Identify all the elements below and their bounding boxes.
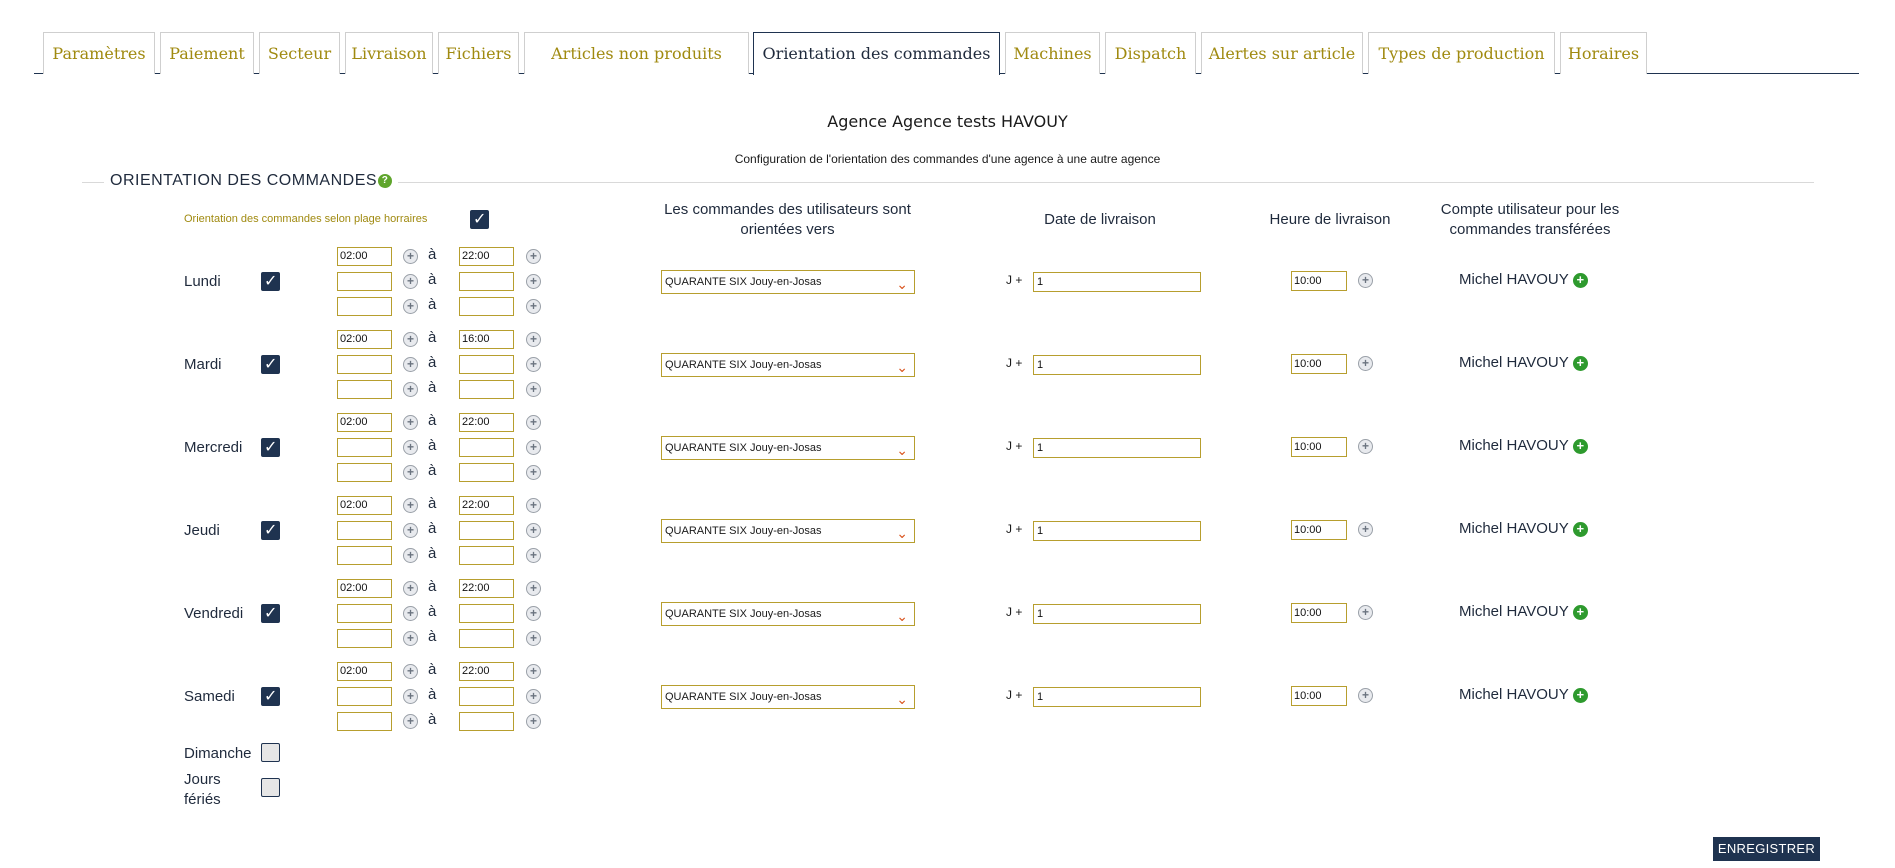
slot-start-input[interactable]: 02:00 — [337, 413, 392, 432]
slot-end-input[interactable] — [459, 546, 514, 565]
day-label-jours-feries: Jours fériés — [184, 771, 221, 808]
slot-end-input[interactable] — [459, 297, 514, 316]
day-label-dimanche: Dimanche — [184, 745, 252, 762]
plus-circle-icon[interactable]: + — [526, 631, 541, 646]
question-circle-icon[interactable]: ? — [378, 174, 392, 188]
plus-circle-icon[interactable]: + — [403, 548, 418, 563]
slot-start-input[interactable] — [337, 687, 392, 706]
tab-secteur[interactable]: Secteur — [259, 32, 340, 74]
plus-circle-icon[interactable]: + — [1358, 688, 1373, 703]
slot-start-input[interactable] — [337, 604, 392, 623]
slot-start-input[interactable] — [337, 521, 392, 540]
destination-select[interactable] — [661, 685, 915, 709]
add-user-icon[interactable]: + — [1573, 439, 1588, 454]
delivery-hour-input[interactable]: 10:00 — [1291, 603, 1347, 623]
add-user-icon[interactable]: + — [1573, 356, 1588, 371]
tab-paiement[interactable]: Paiement — [160, 32, 254, 74]
delivery-days-input[interactable]: 1 — [1033, 521, 1201, 541]
day-label-samedi: Samedi — [184, 688, 235, 705]
a-separator: à — [428, 462, 437, 479]
a-separator: à — [428, 661, 437, 678]
a-separator: à — [428, 379, 437, 396]
section-title — [104, 172, 398, 190]
destination-select[interactable] — [661, 270, 915, 294]
plus-circle-icon[interactable]: + — [526, 606, 541, 621]
a-separator: à — [428, 296, 437, 313]
tab-parametres[interactable]: Paramètres — [43, 32, 155, 74]
a-separator: à — [428, 520, 437, 537]
plus-circle-icon[interactable]: + — [526, 498, 541, 513]
a-separator: à — [428, 412, 437, 429]
user-account — [1459, 271, 1588, 288]
day-checkbox-mardi[interactable] — [261, 355, 280, 374]
destination-value: QUARANTE SIX Jouy-en-Josas — [665, 276, 822, 288]
add-user-icon[interactable]: + — [1573, 688, 1588, 703]
slot-end-input[interactable] — [459, 355, 514, 374]
day-checkbox-jeudi[interactable] — [261, 521, 280, 540]
plus-circle-icon[interactable]: + — [403, 299, 418, 314]
plus-circle-icon[interactable]: + — [403, 523, 418, 538]
plus-circle-icon[interactable]: + — [403, 689, 418, 704]
destination-value: QUARANTE SIX Jouy-en-Josas — [665, 691, 822, 703]
delivery-hour-input[interactable]: 10:00 — [1291, 520, 1347, 540]
user-account — [1459, 520, 1588, 537]
plus-circle-icon[interactable]: + — [526, 581, 541, 596]
chevron-down-icon: ⌄ — [896, 608, 908, 624]
chevron-down-icon: ⌄ — [896, 359, 908, 375]
slot-end-input[interactable]: 22:00 — [459, 579, 514, 598]
delivery-hour-input[interactable]: 10:00 — [1291, 686, 1347, 706]
destination-select[interactable] — [661, 519, 915, 543]
j-plus-label: J + — [1006, 688, 1023, 702]
plus-circle-icon[interactable]: + — [403, 382, 418, 397]
plus-circle-icon[interactable]: + — [526, 249, 541, 264]
chevron-down-icon: ⌄ — [896, 442, 908, 458]
slot-end-input[interactable]: 16:00 — [459, 330, 514, 349]
slot-start-input[interactable] — [337, 380, 392, 399]
day-checkbox-jours-feries[interactable] — [261, 778, 280, 797]
slot-end-input[interactable] — [459, 629, 514, 648]
delivery-days-input[interactable]: 1 — [1033, 604, 1201, 624]
plus-circle-icon[interactable]: + — [403, 631, 418, 646]
plus-circle-icon[interactable]: + — [1358, 605, 1373, 620]
day-checkbox-lundi[interactable] — [261, 272, 280, 291]
plus-circle-icon[interactable]: + — [526, 523, 541, 538]
a-separator: à — [428, 354, 437, 371]
plus-circle-icon[interactable]: + — [526, 357, 541, 372]
a-separator: à — [428, 686, 437, 703]
header-delivery-date: Date de livraison — [1044, 211, 1156, 228]
plus-circle-icon[interactable]: + — [526, 274, 541, 289]
destination-value: QUARANTE SIX Jouy-en-Josas — [665, 525, 822, 537]
user-account — [1459, 354, 1588, 371]
agency-subtitle: Configuration de l'orientation des commandes d'une agence à une autre agence — [734, 152, 1161, 166]
plus-circle-icon[interactable]: + — [403, 249, 418, 264]
plus-circle-icon[interactable]: + — [403, 606, 418, 621]
header-delivery-hour: Heure de livraison — [1269, 211, 1391, 228]
j-plus-label: J + — [1006, 522, 1023, 536]
plus-circle-icon[interactable]: + — [1358, 273, 1373, 288]
day-checkbox-mercredi[interactable] — [261, 438, 280, 457]
slot-start-input[interactable] — [337, 712, 392, 731]
plus-circle-icon[interactable]: + — [403, 714, 418, 729]
tab-horaires[interactable]: Horaires — [1560, 32, 1647, 74]
tab-alertes-sur-article[interactable]: Alertes sur article — [1201, 32, 1363, 74]
slot-end-input[interactable]: 22:00 — [459, 247, 514, 266]
plus-circle-icon[interactable]: + — [526, 664, 541, 679]
user-account-name: Michel HAVOUY — [1459, 271, 1569, 288]
a-separator: à — [428, 578, 437, 595]
slot-start-input[interactable] — [337, 438, 392, 457]
a-separator: à — [428, 437, 437, 454]
user-account-name: Michel HAVOUY — [1459, 520, 1569, 537]
add-user-icon[interactable]: + — [1573, 605, 1588, 620]
delivery-days-input[interactable]: 1 — [1033, 438, 1201, 458]
slot-start-input[interactable] — [337, 272, 392, 291]
j-plus-label: J + — [1006, 273, 1023, 287]
tab-articles-non-produits[interactable]: Articles non produits — [524, 32, 749, 74]
slot-end-input[interactable]: 22:00 — [459, 662, 514, 681]
slot-end-input[interactable]: 22:00 — [459, 413, 514, 432]
day-label-jeudi: Jeudi — [184, 522, 220, 539]
chevron-down-icon: ⌄ — [896, 525, 908, 541]
delivery-days-input[interactable]: 1 — [1033, 687, 1201, 707]
slot-end-input[interactable] — [459, 712, 514, 731]
j-plus-label: J + — [1006, 605, 1023, 619]
slot-start-input[interactable] — [337, 629, 392, 648]
tab-bar — [34, 32, 1859, 74]
day-label-lundi: Lundi — [184, 273, 221, 290]
delivery-hour-input[interactable]: 10:00 — [1291, 271, 1347, 291]
destination-select[interactable] — [661, 436, 915, 460]
delivery-hour-input[interactable]: 10:00 — [1291, 354, 1347, 374]
save-button[interactable]: ENREGISTRER — [1713, 837, 1820, 861]
user-account — [1459, 603, 1588, 620]
slot-end-input[interactable] — [459, 272, 514, 291]
slot-end-input[interactable] — [459, 463, 514, 482]
a-separator: à — [428, 603, 437, 620]
slot-start-input[interactable] — [337, 463, 392, 482]
plus-circle-icon[interactable]: + — [403, 498, 418, 513]
plus-circle-icon[interactable]: + — [526, 332, 541, 347]
slot-start-input[interactable]: 02:00 — [337, 662, 392, 681]
plus-circle-icon[interactable]: + — [526, 440, 541, 455]
a-separator: à — [428, 329, 437, 346]
plus-circle-icon[interactable]: + — [526, 714, 541, 729]
a-separator: à — [428, 271, 437, 288]
option-label: Orientation des commandes selon plage horraires — [184, 213, 428, 225]
a-separator: à — [428, 545, 437, 562]
a-separator: à — [428, 711, 437, 728]
slot-start-input[interactable] — [337, 355, 392, 374]
a-separator: à — [428, 495, 437, 512]
delivery-days-input[interactable]: 1 — [1033, 272, 1201, 292]
user-account — [1459, 686, 1588, 703]
day-label-vendredi: Vendredi — [184, 605, 244, 622]
plus-circle-icon[interactable]: + — [403, 581, 418, 596]
tab-livraison[interactable]: Livraison — [345, 32, 433, 74]
day-checkbox-vendredi[interactable] — [261, 604, 280, 623]
agency-title: Agence Agence tests HAVOUY — [827, 112, 1068, 131]
delivery-days-input[interactable]: 1 — [1033, 355, 1201, 375]
user-account-name: Michel HAVOUY — [1459, 437, 1569, 454]
slot-end-input[interactable] — [459, 687, 514, 706]
section-title-text: ORIENTATION DES COMMANDES — [110, 172, 378, 189]
tab-machines[interactable]: Machines — [1005, 32, 1100, 74]
header-account: Compte utilisateur pour les commandes transférées — [1440, 201, 1620, 238]
chevron-down-icon: ⌄ — [896, 691, 908, 707]
slot-end-input[interactable] — [459, 604, 514, 623]
destination-value: QUARANTE SIX Jouy-en-Josas — [665, 442, 822, 454]
plus-circle-icon[interactable]: + — [403, 332, 418, 347]
slot-start-input[interactable]: 02:00 — [337, 247, 392, 266]
destination-value: QUARANTE SIX Jouy-en-Josas — [665, 359, 822, 371]
plus-circle-icon[interactable]: + — [526, 299, 541, 314]
plus-circle-icon[interactable]: + — [403, 664, 418, 679]
slot-start-input[interactable]: 02:00 — [337, 579, 392, 598]
plus-circle-icon[interactable]: + — [526, 689, 541, 704]
a-separator: à — [428, 628, 437, 645]
plus-circle-icon[interactable]: + — [526, 415, 541, 430]
tab-types-de-production[interactable]: Types de production — [1368, 32, 1555, 74]
slot-start-input[interactable]: 02:00 — [337, 330, 392, 349]
plus-circle-icon[interactable]: + — [1358, 356, 1373, 371]
plus-circle-icon[interactable]: + — [526, 548, 541, 563]
user-account-name: Michel HAVOUY — [1459, 686, 1569, 703]
slot-end-input[interactable] — [459, 438, 514, 457]
slot-start-input[interactable] — [337, 546, 392, 565]
tab-fichiers[interactable]: Fichiers — [438, 32, 519, 74]
delivery-hour-input[interactable]: 10:00 — [1291, 437, 1347, 457]
user-account — [1459, 437, 1588, 454]
slot-start-input[interactable]: 02:00 — [337, 496, 392, 515]
destination-select[interactable] — [661, 353, 915, 377]
slot-end-input[interactable]: 22:00 — [459, 496, 514, 515]
user-account-name: Michel HAVOUY — [1459, 603, 1569, 620]
add-user-icon[interactable]: + — [1573, 522, 1588, 537]
day-checkbox-samedi[interactable] — [261, 687, 280, 706]
destination-select[interactable] — [661, 602, 915, 626]
slot-start-input[interactable] — [337, 297, 392, 316]
plus-circle-icon[interactable]: + — [403, 440, 418, 455]
header-destination: Les commandes des utilisateurs sont orientées vers — [664, 201, 911, 238]
plus-circle-icon[interactable]: + — [403, 415, 418, 430]
slot-end-input[interactable] — [459, 380, 514, 399]
user-account-name: Michel HAVOUY — [1459, 354, 1569, 371]
tab-orientation-des-commandes[interactable]: Orientation des commandes — [753, 32, 1000, 75]
j-plus-label: J + — [1006, 439, 1023, 453]
plus-circle-icon[interactable]: + — [1358, 439, 1373, 454]
option-checkbox[interactable] — [470, 210, 489, 229]
day-label-mercredi: Mercredi — [184, 439, 243, 456]
chevron-down-icon: ⌄ — [896, 276, 908, 292]
day-checkbox-dimanche[interactable] — [261, 743, 280, 762]
slot-end-input[interactable] — [459, 521, 514, 540]
plus-circle-icon[interactable]: + — [403, 465, 418, 480]
a-separator: à — [428, 246, 437, 263]
tab-dispatch[interactable]: Dispatch — [1105, 32, 1196, 74]
add-user-icon[interactable]: + — [1573, 273, 1588, 288]
plus-circle-icon[interactable]: + — [526, 382, 541, 397]
plus-circle-icon[interactable]: + — [403, 357, 418, 372]
plus-circle-icon[interactable]: + — [403, 274, 418, 289]
destination-value: QUARANTE SIX Jouy-en-Josas — [665, 608, 822, 620]
plus-circle-icon[interactable]: + — [1358, 522, 1373, 537]
plus-circle-icon[interactable]: + — [526, 465, 541, 480]
day-label-mardi: Mardi — [184, 356, 222, 373]
j-plus-label: J + — [1006, 356, 1023, 370]
